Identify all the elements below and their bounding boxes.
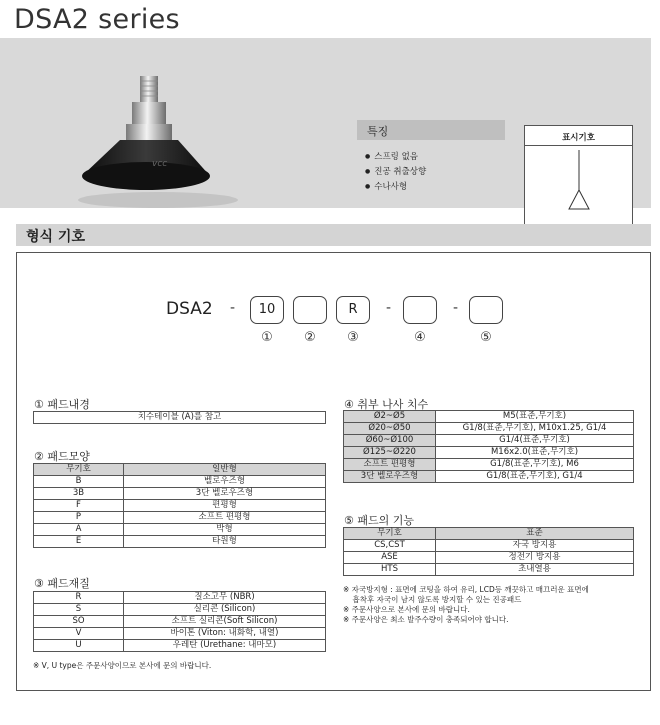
code-number: ① [261, 330, 273, 345]
features-list [365, 150, 426, 195]
table-cell: Ø60~Ø100 [344, 435, 436, 447]
svg-text:vcc: vcc [152, 159, 168, 169]
feature-item: ● 진공 취출상향 [365, 165, 426, 180]
table-row [344, 471, 634, 483]
symbol-box [524, 125, 633, 229]
table-cell: B [34, 476, 124, 488]
symbol-heading: 표시기호 [525, 126, 632, 146]
table-cell: 소프트 편평형 [124, 512, 326, 524]
table-cell: G1/8(표준,무기호), M10x1.25, G1/4 [436, 423, 634, 435]
table-cell: 바이톤 (Viton: 내화학, 내열) [124, 628, 326, 640]
page-title: DSA2 series [14, 4, 180, 35]
table-row [344, 411, 634, 423]
table-cell: 소프트 편평형 [344, 459, 436, 471]
code-separator: - [230, 300, 236, 316]
pad-material-title: ③ 패드재질 [34, 577, 90, 590]
table-cell: G1/8(표준,무기호), M6 [436, 459, 634, 471]
table-cell: M16x2.0(표준,무기호) [436, 447, 634, 459]
table-cell: 실리콘 (Silicon) [124, 604, 326, 616]
table-header: 무기호 [344, 528, 436, 540]
feature-item: ● 스프링 없음 [365, 150, 426, 165]
pad-function-notes [343, 585, 635, 625]
product-hero [0, 38, 651, 208]
table-header: 표준 [436, 528, 634, 540]
pad-function-table [343, 527, 634, 576]
table-cell: R [34, 592, 124, 604]
table-cell: U [34, 640, 124, 652]
pad-shape-title: ② 패드모양 [34, 450, 90, 463]
table-cell: SO [34, 616, 124, 628]
pad-material-table [33, 591, 326, 652]
table-row [34, 640, 326, 652]
table-row [34, 628, 326, 640]
table-row [344, 552, 634, 564]
code-number: ③ [347, 330, 359, 345]
table-row [34, 604, 326, 616]
note-line: ※ 주문사양은 최소 발주수량이 충족되어야 합니다. [343, 615, 509, 624]
model-code: DSA2 [166, 299, 213, 319]
table-cell: 타원형 [124, 536, 326, 548]
table-cell: P [34, 512, 124, 524]
pad-diameter-table [33, 411, 326, 424]
table-header: 일반형 [124, 464, 326, 476]
code-separator: - [453, 300, 459, 316]
pad-diameter-title: ① 패드내경 [34, 398, 90, 411]
table-cell: 박형 [124, 524, 326, 536]
table-cell: 3단 벨로우즈형 [124, 488, 326, 500]
table-cell: Ø20~Ø50 [344, 423, 436, 435]
table-header: 무기호 [34, 464, 124, 476]
table-row [34, 524, 326, 536]
table-cell: 초내열용 [436, 564, 634, 576]
pad-diameter-note: 치수테이블 (A)를 참고 [34, 412, 326, 424]
table-cell: HTS [344, 564, 436, 576]
table-cell: Ø125~Ø220 [344, 447, 436, 459]
table-cell: M5(표준,무기호) [436, 411, 634, 423]
table-cell: V [34, 628, 124, 640]
code-box-function [469, 296, 503, 324]
pad-shape-table [33, 463, 326, 548]
table-cell: 3단 벨로우즈형 [344, 471, 436, 483]
features-heading: 특징 [357, 120, 505, 140]
table-cell: 3B [34, 488, 124, 500]
feature-item: ● 수나사형 [365, 180, 426, 195]
table-cell: G1/4(표준,무기호) [436, 435, 634, 447]
vacuum-pad-image [70, 68, 240, 213]
table-cell: 소프트 실리콘(Soft Silicon) [124, 616, 326, 628]
pad-material-note: ※ V, U type은 주문사양이므로 본사에 문의 바랍니다. [33, 661, 212, 670]
table-row [34, 592, 326, 604]
table-row [344, 447, 634, 459]
table-cell: 벨로우즈형 [124, 476, 326, 488]
table-row [344, 459, 634, 471]
code-number: ④ [414, 330, 426, 345]
table-row [344, 435, 634, 447]
table-row [34, 536, 326, 548]
table-cell: E [34, 536, 124, 548]
table-row [34, 616, 326, 628]
table-row [344, 423, 634, 435]
table-cell: Ø2~Ø5 [344, 411, 436, 423]
table-row [34, 500, 326, 512]
code-box-shape [293, 296, 327, 324]
table-cell: CS,CST [344, 540, 436, 552]
code-box-material: R [336, 296, 370, 324]
note-line: ※ 주문사양으로 본사에 문의 바랍니다. [343, 605, 470, 614]
table-cell: 우레탄 (Urethane: 내마모) [124, 640, 326, 652]
table-row [34, 488, 326, 500]
table-row [344, 564, 634, 576]
code-number: ② [304, 330, 316, 345]
table-cell: ASE [344, 552, 436, 564]
note-line: 흡착후 자국이 남지 않도록 방지할 수 있는 진공패드 [343, 595, 522, 604]
code-separator: - [386, 300, 392, 316]
table-cell: S [34, 604, 124, 616]
table-row [34, 512, 326, 524]
section-title: 형식 기호 [16, 224, 651, 246]
table-cell: 질소고무 (NBR) [124, 592, 326, 604]
code-box-diameter: 10 [250, 296, 284, 324]
code-box-thread [403, 296, 437, 324]
table-cell: 정전기 방지용 [436, 552, 634, 564]
table-cell: 자국 방지용 [436, 540, 634, 552]
table-row [344, 540, 634, 552]
table-cell: 편평형 [124, 500, 326, 512]
table-cell: A [34, 524, 124, 536]
table-cell: G1/8(표준,무기호), G1/4 [436, 471, 634, 483]
thread-size-table [343, 410, 634, 483]
table-cell: F [34, 500, 124, 512]
note-line: ※ 자국방지형 : 표면에 코팅을 하여 유리, LCD등 깨끗하고 매끄러운 표면에 [343, 585, 589, 594]
code-number: ⑤ [480, 330, 492, 345]
pad-function-title: ⑤ 패드의 기능 [344, 514, 414, 527]
vacuum-pad-symbol-icon [525, 146, 632, 228]
thread-size-title: ④ 취부 나사 치수 [344, 398, 429, 411]
table-row [34, 476, 326, 488]
